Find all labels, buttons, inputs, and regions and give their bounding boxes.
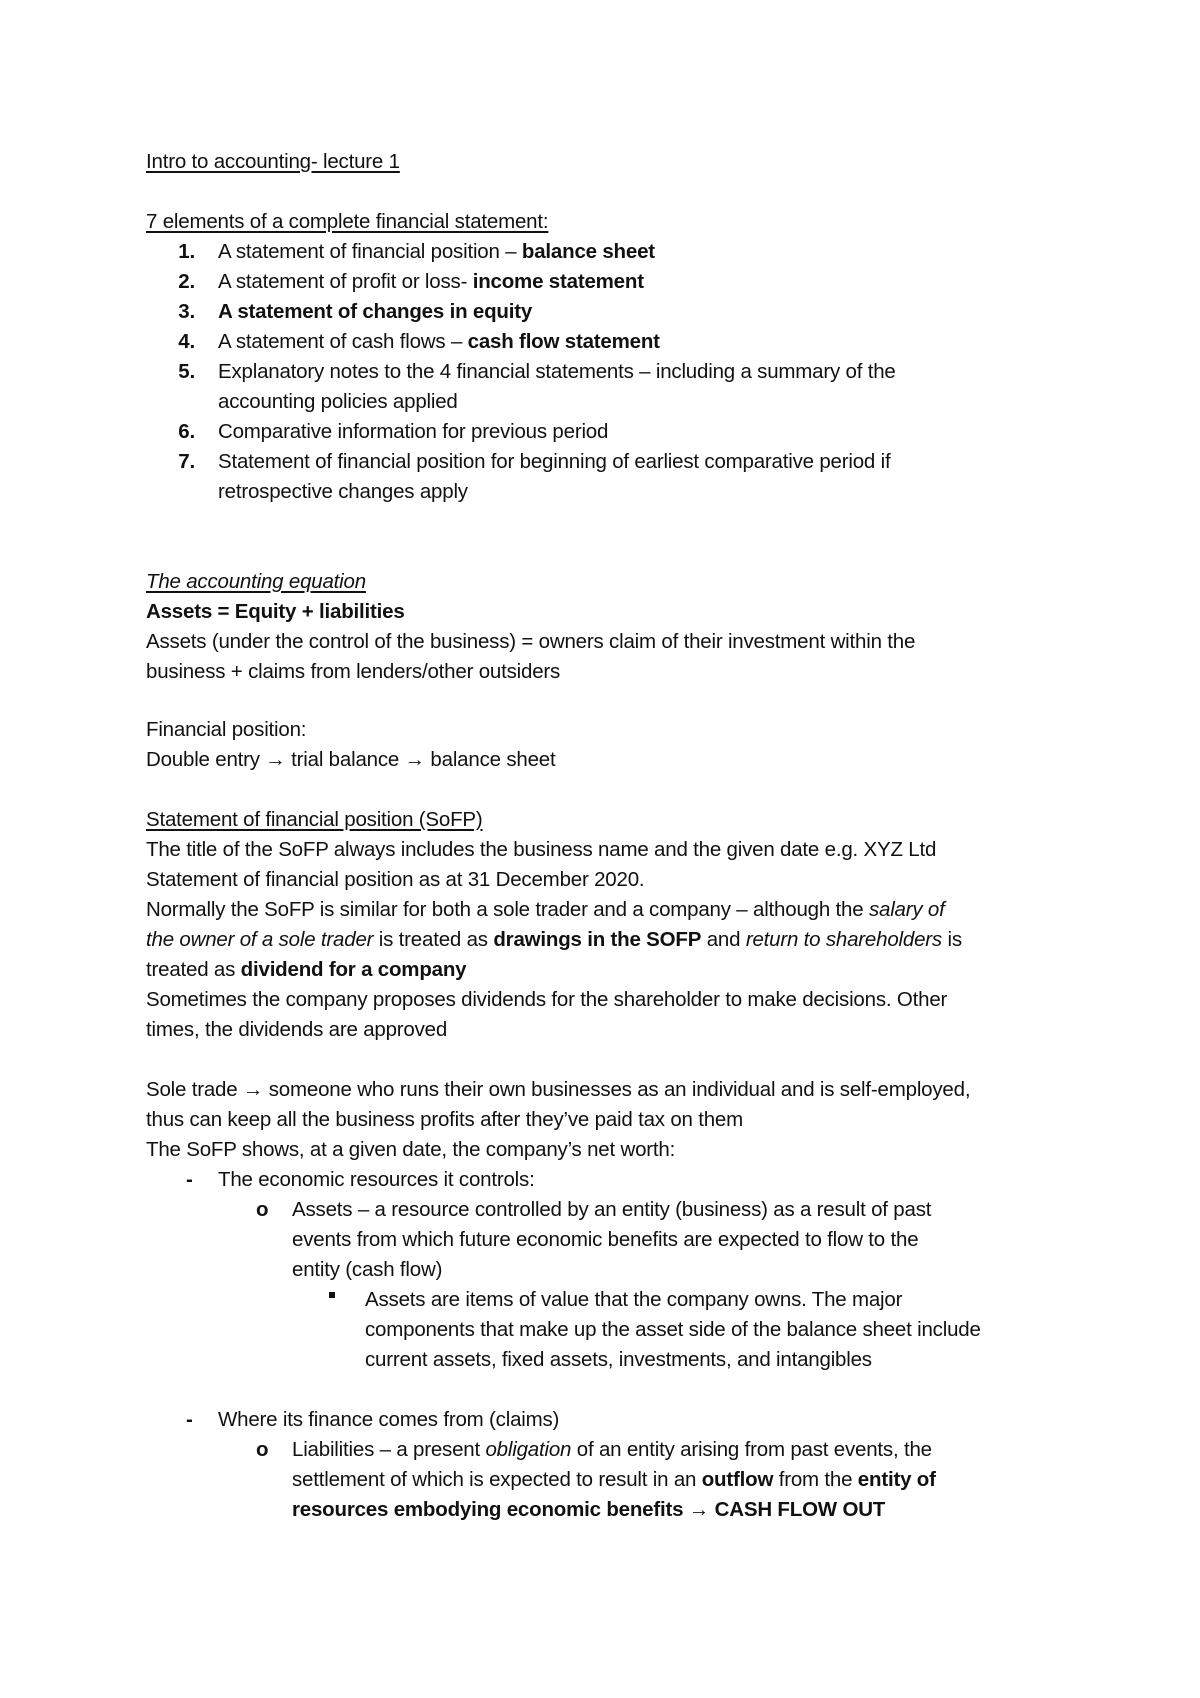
sofp-text-line: times, the dividends are approved (146, 1018, 448, 1041)
sub-bullet-text: entity (cash flow) (292, 1258, 443, 1281)
square-bullet-icon (329, 1292, 335, 1298)
sofp-text-line: Normally the SoFP is similar for both a sole trader and a company – although the salary of (146, 898, 945, 921)
sub-sub-bullet-text: current assets, fixed assets, investments, and intangibles (365, 1348, 872, 1371)
document-page: Intro to accounting- lecture 1 7 elements of a complete financial statement: 1. A statement of financial position – balance sheet 2. A statement of profit or loss- income statement 3. A statement of changes in equity 4. A statement of cash flows – cash flow statement 5. Explanatory notes to the 4 financial statements – including a summary of the accounting policies applied 6. Comparative information for previous period 7. Statement of financial position for beginning of earliest comparative period if retrospective changes apply The accounting equation Assets = Equity + liabilities Assets (under the control of the business) = owners claim of their investment within the business + claims from lenders/other outsiders Financial position: Double entry → trial balance → balance sheet Statement of financial position (SoFP) The title of the SoFP always includes the business name and the given date e.g. XYZ Ltd Statement of financial position as at 31 December 2020. Normally the SoFP is similar for both a sole trader and a company – although the salary of the owner of a sole trader is treated as drawings in the SOFP and return to shareholders is treated as dividend for a company Sometimes the company proposes dividends for the shareholder to make decisions. Other times, the dividends are approved Sole trade → someone who runs their own businesses as an individual and is self-employed, thus can keep all the business profits after they’ve paid tax on them The SoFP shows, at a given date, the company’s net worth: - The economic resources it controls: o Assets – a resource controlled by an entity (business) as a result of past events from which future economic benefits are expected to flow to the entity (cash flow) Assets are items of value that the company owns. The major components that make up the asset side of the balance sheet include current assets, fixed assets, investments, and intangibles - Where its finance comes from (claims) o Liabilities – a present obligation of an entity arising from past events, the settlement of which is expected to result in an outflow from the entity of resources embodying economic benefits → CASH FLOW OUT (0, 0, 1200, 1698)
sofp-text-line: the owner of a sole trader is treated as drawings in the SOFP and return to shareholders is (146, 928, 962, 951)
sofp-heading: Statement of financial position (SoFP) (146, 808, 483, 831)
circle-bullet-icon: o (256, 1198, 269, 1221)
circle-bullet-icon: o (256, 1438, 269, 1461)
equation-text-line: business + claims from lenders/other outsiders (146, 660, 561, 683)
arrow-right-icon: → (688, 1498, 710, 1521)
equation-formula: Assets = Equity + liabilities (146, 600, 405, 623)
bullet-text: Where its finance comes from (claims) (218, 1408, 560, 1431)
sub-bullet-text: Assets – a resource controlled by an entity (business) as a result of past (292, 1198, 932, 1221)
arrow-right-icon: → (265, 748, 286, 771)
sole-trade-line: thus can keep all the business profits after they’ve paid tax on them (146, 1108, 743, 1131)
equation-text-line: Assets (under the control of the business) = owners claim of their investment within the (146, 630, 916, 653)
sofp-text-line: treated as dividend for a company (146, 958, 467, 981)
page-title: Intro to accounting- lecture 1 (146, 150, 400, 173)
sub-sub-bullet-text: components that make up the asset side of the balance sheet include (365, 1318, 981, 1341)
elements-heading: 7 elements of a complete financial statement: (146, 210, 549, 233)
sole-trade-line: The SoFP shows, at a given date, the company’s net worth: (146, 1138, 676, 1161)
bullet-text: The economic resources it controls: (218, 1168, 535, 1191)
arrow-right-icon: → (242, 1078, 264, 1101)
dash-bullet: - (186, 1408, 193, 1431)
sub-sub-bullet-text: Assets are items of value that the company owns. The major (365, 1288, 903, 1311)
sole-trade-line: Sole trade → someone who runs their own businesses as an individual and is self-employed, (146, 1078, 971, 1101)
equation-heading: The accounting equation (146, 570, 366, 593)
sub-bullet-text: Liabilities – a present obligation of an entity arising from past events, the (292, 1438, 932, 1461)
sofp-text-line: The title of the SoFP always includes the business name and the given date e.g. XYZ Ltd (146, 838, 937, 861)
sub-bullet-text: resources embodying economic benefits → CASH FLOW OUT (292, 1498, 886, 1521)
sub-bullet-text: settlement of which is expected to result in an outflow from the entity of (292, 1468, 936, 1491)
financial-position-label: Financial position: (146, 718, 307, 741)
dash-bullet: - (186, 1168, 193, 1191)
arrow-right-icon: → (404, 748, 425, 771)
sub-bullet-text: events from which future economic benefits are expected to flow to the (292, 1228, 919, 1251)
financial-position-flow: Double entry → trial balance → balance sheet (146, 748, 556, 771)
sofp-text-line: Statement of financial position as at 31 December 2020. (146, 868, 645, 891)
sofp-text-line: Sometimes the company proposes dividends for the shareholder to make decisions. Other (146, 988, 948, 1011)
